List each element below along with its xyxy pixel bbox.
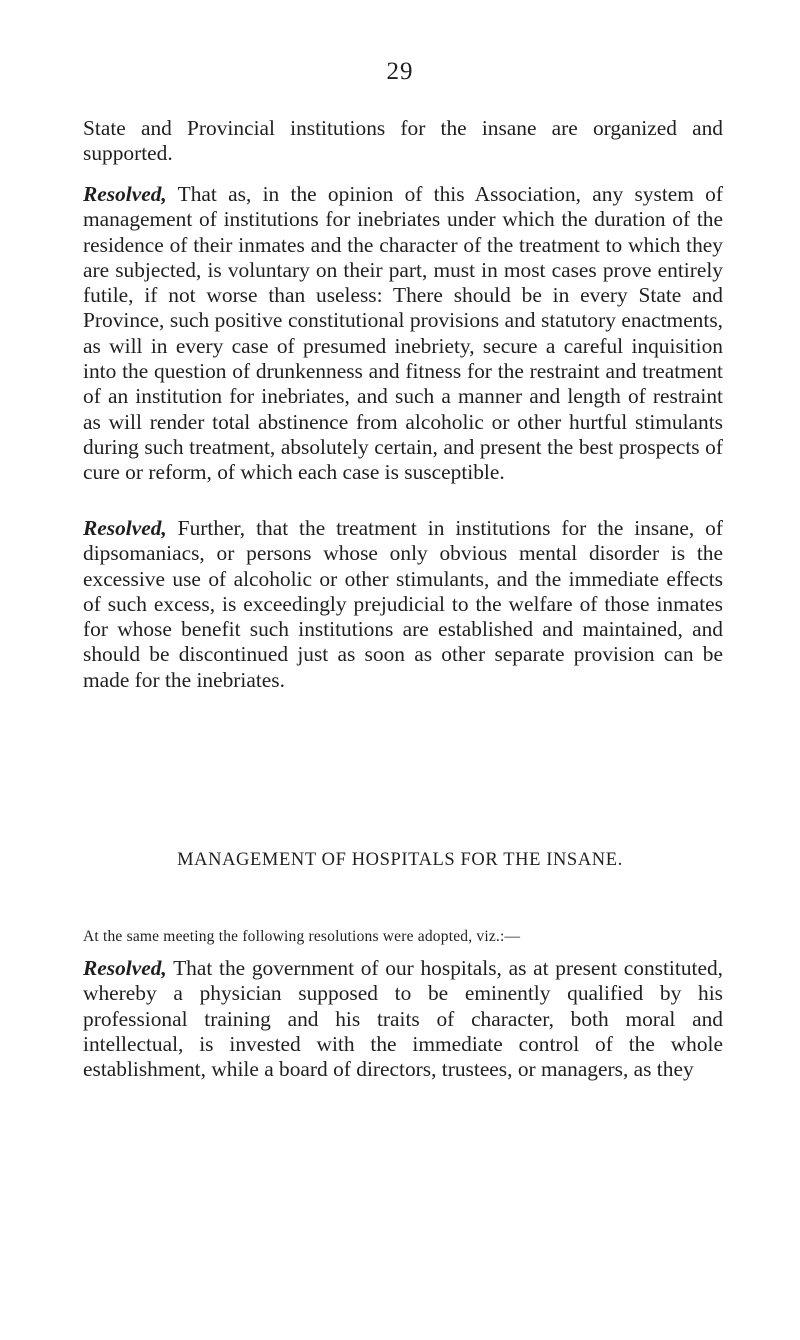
intro-paragraph bbox=[83, 116, 723, 167]
section-note: At the same meeting the following resolutions were adopted, viz.:— bbox=[83, 928, 521, 945]
intro-paragraph-text: State and Provincial institutions for the insane are organized and supported. bbox=[83, 116, 723, 166]
resolution-body: That the government of our hospitals, as at present constituted, whereby a physician supposed to be eminently qualified by his professional training and his traits of character, both moral and intellectual, is invested with the immediate control of the whole establishment, while a board of directors, trustees, or managers, as they bbox=[83, 956, 723, 1082]
resolution-lead: Resolved, bbox=[83, 182, 167, 206]
page-number: 29 bbox=[386, 58, 414, 85]
resolution-paragraph bbox=[83, 516, 723, 693]
resolution-body: Further, that the treatment in institutions for the insane, of dipsomaniacs, or persons whose only obvious mental disorder is the excessive use of alcoholic or other stimulants, and the immediate effects of such excess, is exceedingly prejudicial to the welfare of those inmates for whose benefit such institutions are established and maintained, and should be discontinued just as soon as other separate provision can be made for the inebriates. bbox=[83, 516, 723, 692]
resolution-body: That as, in the opinion of this Association, any system of management of institutions for inebriates under which the duration of the residence of their inmates and the character of the treatment to which they are subjected, is voluntary on their part, must in most cases prove entirely futile, if not worse than useless: There should be in every State and Province, such positive constitutional provisions and statutory enactments, as will in every case of presumed inebriety, secure a careful inquisition into the question of drunkenness and fitness for the restraint and treatment of an institution for inebriates, and such a manner and length of restraint as will render total abstinence from alcoholic or other hurtful stimulants during such treatment, absolutely certain, and present the best prospects of cure or reform, of which each case is susceptible. bbox=[83, 182, 723, 485]
resolution-inebriate-institutions bbox=[83, 182, 723, 486]
resolution-paragraph bbox=[83, 182, 723, 486]
resolution-lead: Resolved, bbox=[83, 956, 167, 980]
resolution-lead: Resolved, bbox=[83, 516, 167, 540]
resolution-hospital-government bbox=[83, 956, 723, 1082]
section-heading: MANAGEMENT OF HOSPITALS FOR THE INSANE. bbox=[177, 850, 623, 870]
resolution-paragraph bbox=[83, 956, 723, 1082]
resolution-dipsomaniacs bbox=[83, 516, 723, 693]
